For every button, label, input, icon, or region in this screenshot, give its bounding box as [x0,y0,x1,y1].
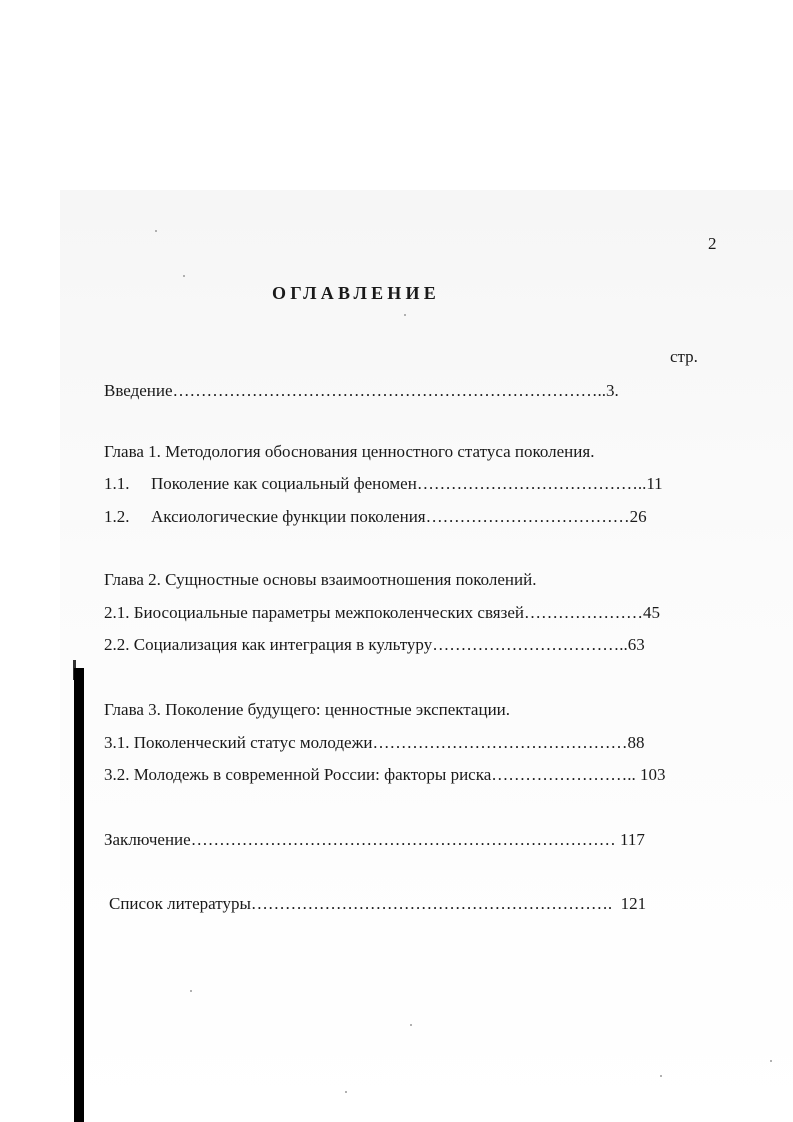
toc-entry-page: 3. [606,381,619,400]
toc-entry-title: Введение [104,381,173,400]
scan-shading [60,190,793,1122]
scan-speck [345,1091,347,1093]
scan-speck [190,990,192,992]
toc-entry-section-2-1 [104,603,660,623]
scan-speck [770,1060,772,1062]
toc-entry-section-3-2 [104,765,666,785]
page-column-label: стр. [670,347,698,366]
toc-entry-page: 121 [620,894,647,913]
toc-entry-section-1-1 [104,474,663,494]
toc-leader-dots: ……………………………… [425,507,630,526]
binding-edge [74,668,84,1122]
toc-leader-dots: ………………………………….. [416,474,647,493]
toc-leader-dots: ………………… [523,603,643,622]
toc-entry-title: Социализация как интеграция в культуру [133,635,433,654]
toc-section-number: 2.1. [104,603,130,622]
chapter-heading-3: Глава 3. Поколение будущего: ценностные экспектации. [104,700,511,719]
toc-entry-page: 45 [642,603,660,622]
toc-leader-dots: ………………………………………………………………….. [172,381,607,400]
toc-entry-title: Заключение [104,830,191,849]
toc-entry-page: 88 [627,733,645,752]
chapter-heading-2: Глава 2. Сущностные основы взаимоотношения поколений. [104,570,537,589]
toc-entry-page: 63 [627,635,645,654]
page-number: 2 [708,234,717,253]
toc-leader-dots: ………………………………………………………. [250,894,613,913]
toc-leader-dots: …………………………….. [432,635,628,654]
toc-entry-title: Список литературы [109,894,251,913]
toc-entry-bibliography [109,894,646,914]
scan-speck [660,1075,662,1077]
toc-entry-page: 11 [646,474,663,493]
toc-entry-title: Биосоциальные параметры межпоколенческих связей [133,603,524,622]
page-title: ОГЛАВЛЕНИЕ [272,283,440,303]
toc-entry-page: 103 [640,765,666,784]
toc-entry-page: 26 [629,507,647,526]
scan-speck [183,275,185,277]
toc-section-number: 1.1. [104,474,130,493]
chapter-heading-1: Глава 1. Методология обоснования ценностного статуса поколения. [104,442,595,461]
toc-leader-dots: ……………………………………… [372,733,628,752]
toc-section-number: 2.2. [104,635,130,654]
toc-leader-dots: ………………………………………………………………… [190,830,616,849]
toc-section-number: 3.1. [104,733,130,752]
toc-entry-title: Аксиологические функции поколения [151,507,426,526]
toc-leader-dots: …………………….. [491,765,636,784]
scan-speck [410,1024,412,1026]
toc-entry-conclusion [104,830,645,850]
toc-entry-title: Поколение как социальный феномен [151,474,417,493]
toc-entry-section-3-1 [104,733,644,753]
toc-entry-section-2-2 [104,635,645,655]
toc-entry-section-1-2 [104,507,647,527]
toc-entry-title: Поколенческий статус молодежи [133,733,373,752]
scan-speck [404,314,406,316]
toc-entry-title: Молодежь в современной России: факторы риска [133,765,492,784]
scan-speck [155,230,157,232]
toc-entry-introduction [104,381,619,401]
toc-section-number: 3.2. [104,765,130,784]
toc-entry-page: 117 [619,830,645,849]
toc-section-number: 1.2. [104,507,130,526]
